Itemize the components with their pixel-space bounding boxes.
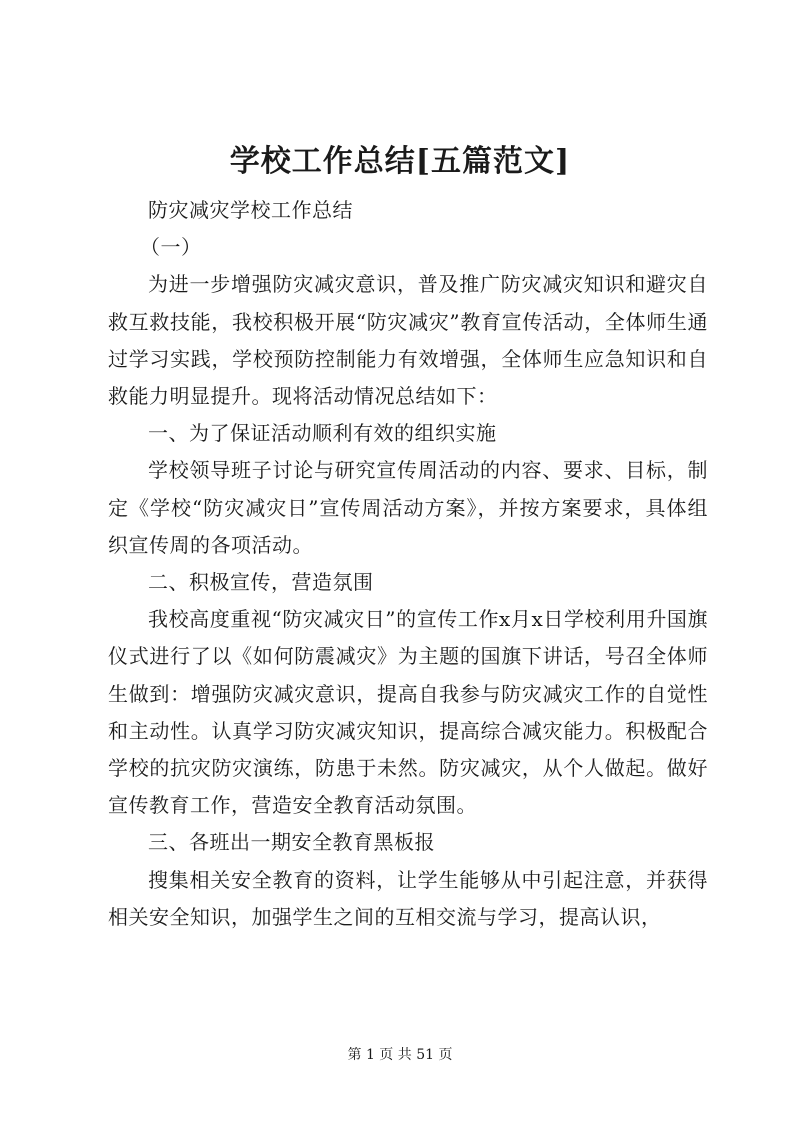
section-heading-paragraph: 三、各班出一期安全教育黑板报 — [148, 830, 435, 855]
body-paragraph: 为进一步增强防灾减灾意识，普及推广防灾减灾知识和避灾自救互救技能，我校积极开展“防灾减灾”教育宣传活动，全体师生通过学习实践，学校预防控制能力有效增强，全体师生应急知识和自救能力明显提升。现将活动情况总结如下： — [108, 272, 708, 409]
body-paragraph: 学校领导班子讨论与研究宣传周活动的内容、要求、目标，制定《学校“防灾减灾日”宣传周活动方案》，并按方案要求，具体组织宣传周的各项活动。 — [108, 458, 708, 557]
body-paragraph: 我校高度重视“防灾减灾日”的宣传工作x月x日学校利用升国旗仪式进行了以《如何防震减灾》为主题的国旗下讲话，号召全体师生做到：增强防灾减灾意识，提高自我参与防灾减灾工作的自觉性和主动性。认真学习防灾减灾知识，提高综合减灾能力。积极配合学校的抗灾防灾演练，防患于未然。防灾减灾，从个人做起。做好宣传教育工作，营造安全教育活动氛围。 — [108, 607, 708, 818]
document-body — [108, 192, 708, 936]
subtitle-paragraph: 防灾减灾学校工作总结 — [148, 198, 353, 222]
body-paragraph: 搜集相关安全教育的资料，让学生能够从中引起注意，并获得相关安全知识，加强学生之间的互相交流与学习，提高认识， — [108, 867, 708, 929]
section-heading-paragraph: 二、积极宣传，营造氛围 — [148, 570, 374, 595]
page-number-footer: 第 1 页 共 51 页 — [347, 1047, 453, 1063]
section-heading-paragraph: （一） — [140, 235, 202, 260]
document-title: 学校工作总结[五篇范文] — [229, 144, 571, 179]
section-heading-paragraph: 一、为了保证活动顺利有效的组织实施 — [148, 421, 497, 446]
